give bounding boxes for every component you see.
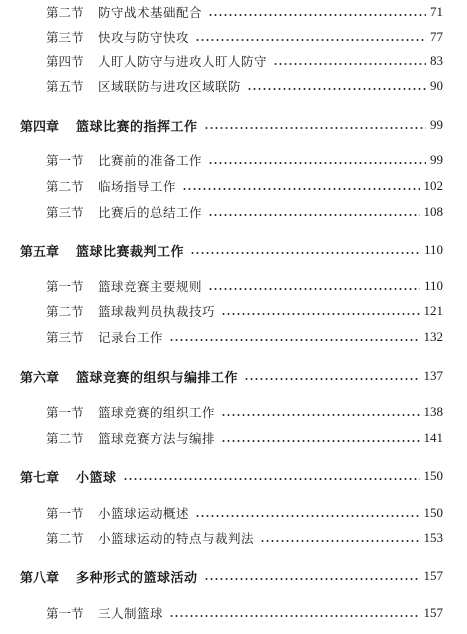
section-title: 临场指导工作 — [98, 179, 177, 194]
chapter-title: 篮球竞赛的组织与编排工作 — [76, 370, 239, 386]
section-title: 篮球竞赛的组织工作 — [98, 405, 216, 420]
chapter-number: 第六章 — [20, 370, 60, 386]
toc-entry[interactable] — [0, 428, 467, 448]
toc-entry[interactable] — [0, 27, 467, 47]
page-number: 132 — [423, 329, 443, 344]
section-number: 第三节 — [46, 330, 84, 345]
dot-leader — [204, 126, 426, 130]
page-number: 150 — [423, 468, 443, 483]
dot-leader — [221, 439, 419, 443]
page-number: 138 — [423, 404, 443, 419]
page-number: 71 — [430, 4, 443, 19]
section-title: 记录台工作 — [98, 330, 164, 345]
toc-entry[interactable] — [0, 176, 467, 196]
chapter-title: 篮球比赛的指挥工作 — [76, 119, 198, 135]
toc-entry[interactable] — [0, 301, 467, 321]
section-number: 第五节 — [46, 79, 84, 94]
section-number: 第三节 — [46, 205, 84, 220]
chapter-number: 第四章 — [20, 119, 60, 135]
toc-chapter-entry[interactable] — [0, 366, 467, 386]
toc-entry[interactable] — [0, 51, 467, 71]
dot-leader — [208, 13, 426, 17]
dot-leader — [260, 539, 419, 543]
dot-leader — [208, 161, 426, 165]
toc-chapter-entry[interactable] — [0, 466, 467, 486]
dot-leader — [204, 577, 420, 581]
chapter-number: 第八章 — [20, 570, 60, 586]
toc-entry[interactable] — [0, 150, 467, 170]
section-number: 第三节 — [46, 30, 84, 45]
section-number: 第一节 — [46, 153, 84, 168]
dot-leader — [244, 377, 419, 381]
section-title: 三人制篮球 — [98, 606, 164, 621]
page-number: 77 — [430, 29, 443, 44]
section-title: 篮球竞赛主要规则 — [98, 279, 203, 294]
dot-leader — [169, 614, 419, 618]
chapter-number: 第七章 — [20, 470, 60, 486]
section-number: 第四节 — [46, 54, 84, 69]
section-title: 防守战术基础配合 — [98, 5, 203, 20]
toc-entry[interactable] — [0, 202, 467, 222]
toc-entry[interactable] — [0, 528, 467, 548]
section-number: 第二节 — [46, 5, 84, 20]
chapter-title: 小篮球 — [76, 470, 117, 486]
section-title: 篮球竞赛方法与编排 — [98, 431, 216, 446]
toc-entry[interactable] — [0, 2, 467, 22]
section-title: 人盯人防守与进攻人盯人防守 — [98, 54, 268, 69]
toc-entry[interactable] — [0, 402, 467, 422]
section-number: 第一节 — [46, 506, 84, 521]
page-number: 90 — [430, 78, 443, 93]
toc-entry[interactable] — [0, 327, 467, 347]
toc-entry[interactable] — [0, 503, 467, 523]
section-number: 第二节 — [46, 431, 84, 446]
page-number: 102 — [423, 178, 443, 193]
dot-leader — [190, 251, 420, 255]
section-title: 小篮球运动概述 — [98, 506, 190, 521]
section-title: 篮球裁判员执裁技巧 — [98, 304, 216, 319]
dot-leader — [169, 338, 419, 342]
section-number: 第一节 — [46, 279, 84, 294]
page-number: 83 — [430, 53, 443, 68]
chapter-number: 第五章 — [20, 244, 60, 260]
section-title: 区域联防与进攻区域联防 — [98, 79, 242, 94]
dot-leader — [123, 477, 420, 481]
dot-leader — [182, 187, 419, 191]
page-number: 99 — [430, 152, 443, 167]
section-title: 比赛后的总结工作 — [98, 205, 203, 220]
page-number: 110 — [423, 242, 443, 257]
toc-chapter-entry[interactable] — [0, 240, 467, 260]
toc-entry[interactable] — [0, 276, 467, 296]
chapter-title: 多种形式的篮球活动 — [76, 570, 198, 586]
dot-leader — [195, 514, 419, 518]
section-title: 小篮球运动的特点与裁判法 — [98, 531, 255, 546]
page-number: 110 — [423, 278, 443, 293]
page-number: 153 — [423, 530, 443, 545]
section-title: 快攻与防守快攻 — [98, 30, 190, 45]
dot-leader — [208, 287, 420, 291]
chapter-title: 篮球比赛裁判工作 — [76, 244, 185, 260]
dot-leader — [247, 87, 426, 91]
page-number: 137 — [423, 368, 443, 383]
dot-leader — [208, 213, 419, 217]
section-number: 第一节 — [46, 405, 84, 420]
section-number: 第二节 — [46, 531, 84, 546]
page-number: 141 — [423, 430, 443, 445]
dot-leader — [195, 38, 426, 42]
page-number: 150 — [423, 505, 443, 520]
section-number: 第二节 — [46, 179, 84, 194]
page-number: 121 — [423, 303, 443, 318]
dot-leader — [273, 62, 426, 66]
toc-entry[interactable] — [0, 603, 467, 623]
dot-leader — [221, 312, 419, 316]
page-number: 99 — [430, 117, 443, 132]
toc-chapter-entry[interactable] — [0, 115, 467, 135]
toc-entry[interactable] — [0, 76, 467, 96]
toc-chapter-entry[interactable] — [0, 566, 467, 586]
section-number: 第一节 — [46, 606, 84, 621]
page-number: 157 — [423, 605, 443, 620]
page-number: 108 — [423, 204, 443, 219]
page-number: 157 — [423, 568, 443, 583]
dot-leader — [221, 413, 419, 417]
section-number: 第二节 — [46, 304, 84, 319]
section-title: 比赛前的准备工作 — [98, 153, 203, 168]
